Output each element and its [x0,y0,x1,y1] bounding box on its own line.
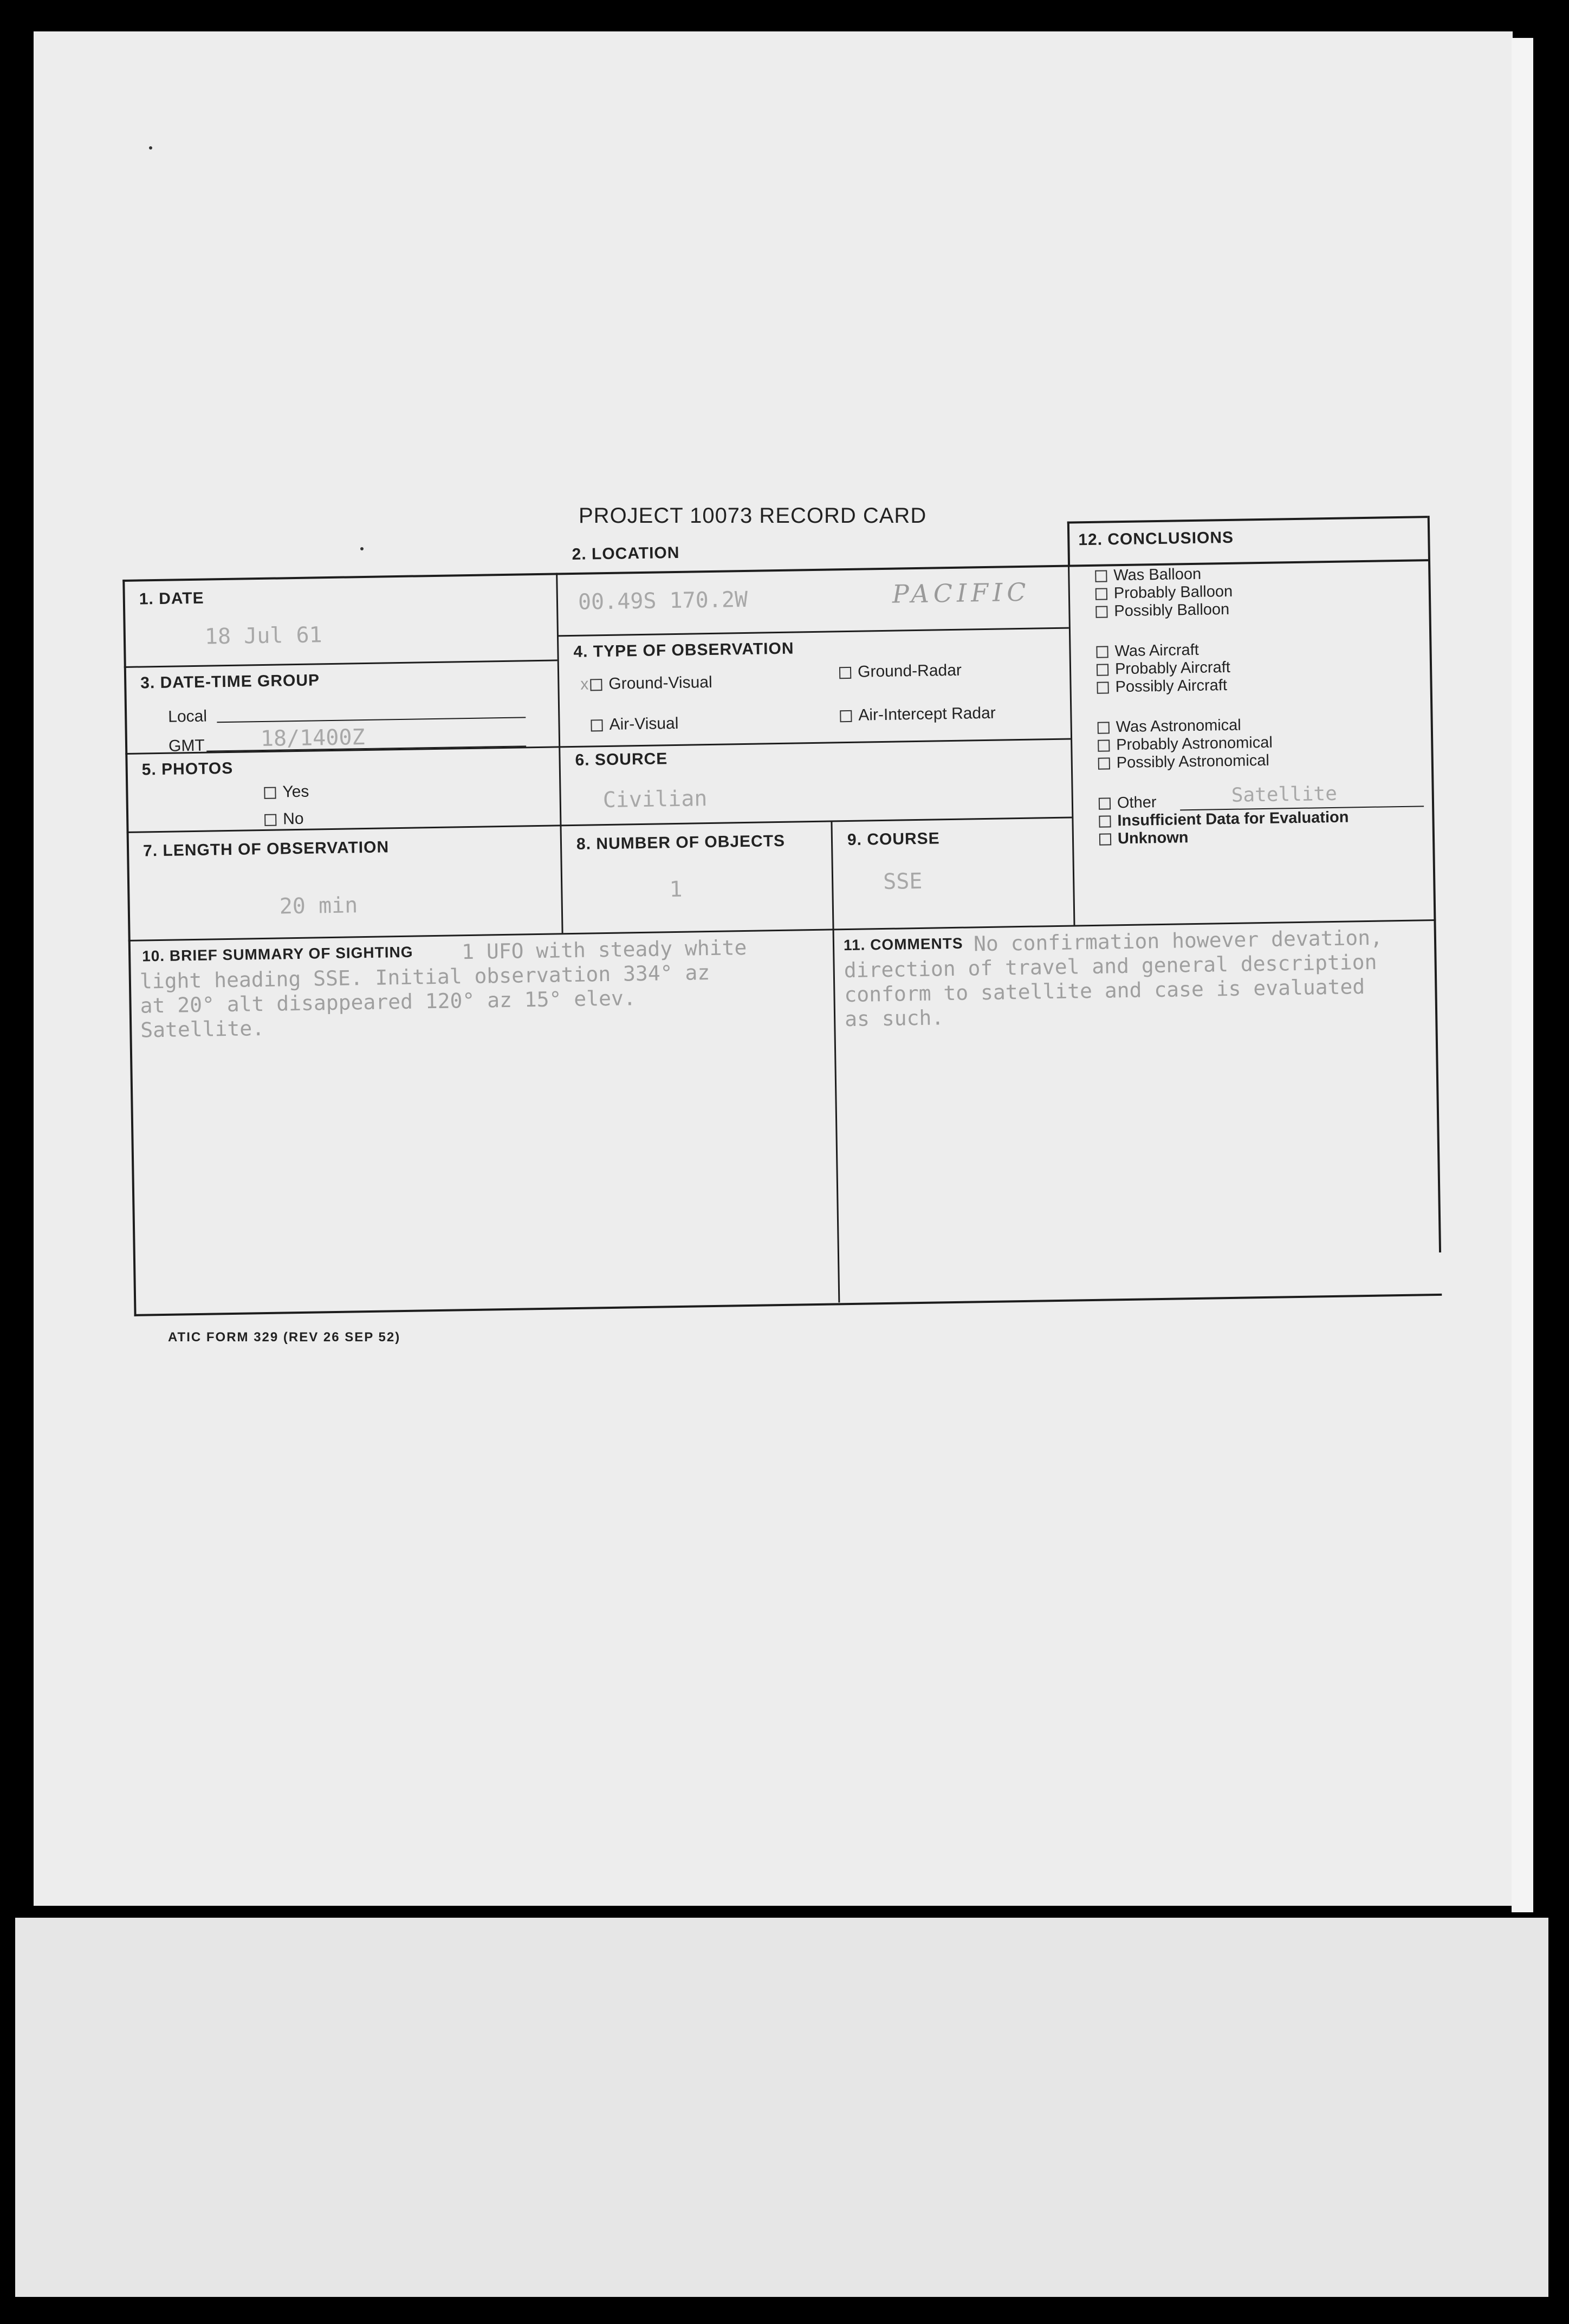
number-of-objects-label: 8. NUMBER OF OBJECTS [576,832,786,853]
card-border-right [1428,516,1441,1252]
brief-summary-label: 10. BRIEF SUMMARY OF SIGHTING [141,943,413,965]
checkbox[interactable] [1098,758,1110,770]
conclusion-insufficient-data[interactable]: Insufficient Data for Evaluation [1099,808,1348,830]
card-title: PROJECT 10073 RECORD CARD [579,504,927,528]
brief-summary-line-3: at 20° alt disappeared 120° az 15° elev. [140,986,636,1018]
checkbox[interactable] [264,814,276,826]
brief-summary-line-2: light heading SSE. Initial observation 334° az [139,960,710,994]
option-air-visual[interactable]: Air-Visual [591,715,678,735]
divider-col-course [831,820,834,929]
gmt-label: GMT [168,736,205,755]
divider-row1-mid [557,627,1069,637]
divider-summary [833,929,840,1302]
checkbox[interactable] [1098,722,1110,734]
checkbox[interactable] [1097,664,1108,676]
conclusion-was-astronomical[interactable]: Was Astronomical [1098,717,1241,737]
checkbox[interactable] [1099,816,1111,828]
dust-speck [149,146,152,150]
number-of-objects-value: 1 [669,877,683,903]
card-border-conclusions-left [1067,522,1070,565]
checkbox[interactable] [1097,682,1108,694]
date-value: 18 Jul 61 [204,622,323,650]
brief-summary-line-4: Satellite. [140,1016,265,1042]
conclusion-possibly-astronomical[interactable]: Possibly Astronomical [1098,752,1270,772]
location-label: 2. LOCATION [572,543,680,563]
lower-sheet [15,1918,1548,2297]
length-of-observation-label: 7. LENGTH OF OBSERVATION [142,838,390,860]
checkbox[interactable] [1095,588,1107,600]
checkbox[interactable] [264,787,276,799]
comments-label: 11. COMMENTS [843,934,963,954]
conclusion-probably-astronomical[interactable]: Probably Astronomical [1098,734,1273,755]
type-of-observation-label: 4. TYPE OF OBSERVATION [573,639,794,661]
divider-col1 [556,573,563,933]
checkbox[interactable] [590,679,602,691]
divider-row2-mid [559,738,1071,748]
length-of-observation-value: 20 min [279,893,358,919]
conclusion-probably-balloon[interactable]: Probably Balloon [1095,583,1233,603]
divider-col2 [1068,565,1075,925]
checkbox[interactable] [839,667,851,679]
card-border-top [122,559,1428,582]
conclusion-possibly-aircraft[interactable]: Possibly Aircraft [1097,677,1227,697]
location-handwritten: PACIFIC [892,577,1030,609]
checkbox[interactable] [840,710,852,722]
date-label: 1. DATE [139,589,204,608]
option-air-intercept-radar[interactable]: Air-Intercept Radar [840,704,996,725]
comments-line-1: No confirmation however devation, [973,925,1383,956]
conclusion-was-aircraft[interactable]: Was Aircraft [1096,641,1199,661]
source-label: 6. SOURCE [575,750,668,769]
comments-line-3: conform to satellite and case is evaluated [844,975,1365,1007]
check-mark: x [580,675,589,693]
checkbox[interactable] [1099,798,1111,810]
location-value: 00.49S 170.2W [578,587,748,615]
sheet-edge [1512,38,1533,1912]
checkbox[interactable] [591,719,602,731]
local-label: Local [167,707,208,726]
option-photos-no[interactable]: No [264,810,304,829]
conclusion-other[interactable]: Other [1099,794,1157,813]
checkbox[interactable] [1099,834,1111,846]
comments-line-4: as such. [844,1005,944,1031]
conclusion-possibly-balloon[interactable]: Possibly Balloon [1095,601,1229,621]
conclusion-probably-aircraft[interactable]: Probably Aircraft [1097,659,1230,679]
checkbox[interactable] [1095,570,1107,582]
gmt-value: 18/1400Z [260,725,365,752]
form-id: ATIC FORM 329 (REV 26 SEP 52) [168,1330,401,1345]
conclusion-was-balloon[interactable]: Was Balloon [1095,566,1201,585]
option-photos-yes[interactable]: Yes [264,783,309,802]
local-underline [217,717,526,723]
record-card [122,516,1456,1316]
comments-line-2: direction of travel and general description [844,950,1377,983]
other-value: Satellite [1231,782,1338,807]
checkbox[interactable] [1096,646,1108,658]
conclusion-unknown[interactable]: Unknown [1099,829,1189,848]
checkbox[interactable] [1098,740,1110,752]
conclusions-label: 12. CONCLUSIONS [1078,528,1234,549]
course-label: 9. COURSE [847,829,940,849]
checkbox[interactable] [1095,606,1107,618]
brief-summary-line-1: 1 UFO with steady white [461,935,747,964]
source-value: Civilian [602,786,708,813]
course-value: SSE [883,868,923,895]
divider-row1-left [124,659,557,668]
date-time-group-label: 3. DATE-TIME GROUP [140,671,320,692]
option-ground-radar[interactable]: Ground-Radar [839,661,962,682]
photos-label: 5. PHOTOS [141,759,234,779]
option-ground-visual[interactable]: x Ground-Visual [580,673,712,693]
